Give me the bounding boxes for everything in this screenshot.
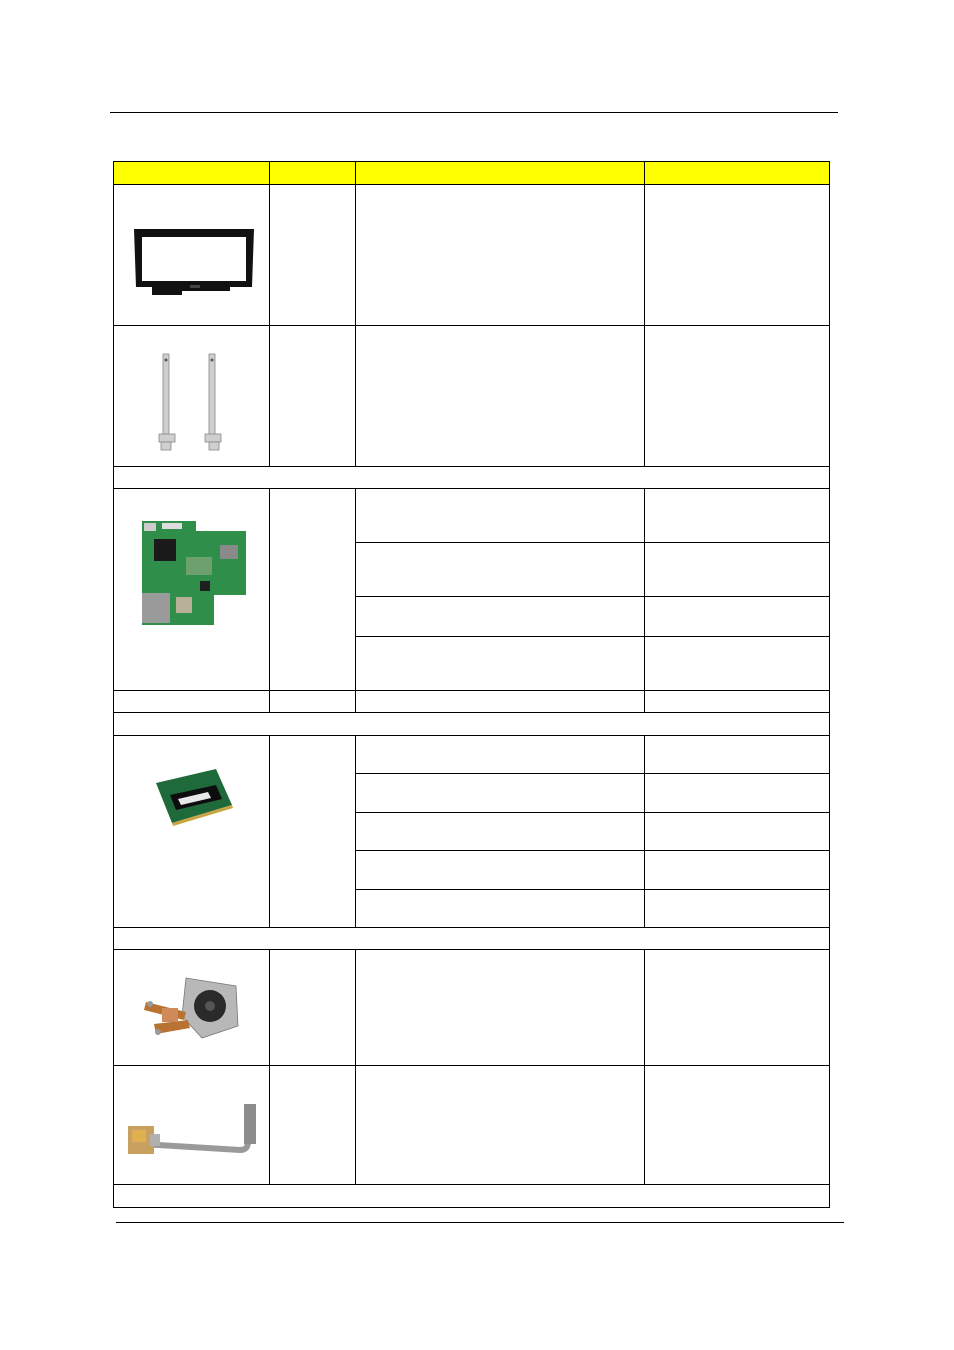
col-line: [269, 949, 270, 1184]
row-line: [113, 1065, 830, 1066]
row-line: [113, 325, 830, 326]
row-line: [113, 161, 830, 162]
sub-row-line: [355, 636, 830, 637]
sub-row-line: [355, 596, 830, 597]
col-line: [644, 949, 645, 1184]
col-line: [355, 488, 356, 712]
col-line: [269, 488, 270, 712]
table-border-right: [829, 161, 830, 1208]
row-line: [113, 488, 830, 489]
col-line: [355, 949, 356, 1184]
row-line: [113, 1207, 830, 1208]
header-rule: [110, 112, 838, 113]
sub-row-line: [355, 773, 830, 774]
row-line: [113, 466, 830, 467]
heat-pipe-image: [122, 1100, 262, 1164]
row-line: [113, 184, 830, 185]
mainboard-image: [134, 517, 252, 629]
row-line: [113, 1184, 830, 1185]
col-line: [355, 161, 356, 466]
header-cell-description: [356, 162, 644, 184]
cpu-fan-heatsink-image: [140, 972, 244, 1052]
row-line: [113, 735, 830, 736]
col-line: [269, 735, 270, 927]
row-line: [113, 690, 830, 691]
col-line: [355, 735, 356, 927]
col-line: [269, 161, 270, 466]
header-cell-picture: [114, 162, 269, 184]
memory-module-image: [142, 765, 240, 831]
table-border-left: [113, 161, 114, 1208]
header-cell-part-number: [645, 162, 829, 184]
sub-row-line: [355, 850, 830, 851]
sub-row-line: [355, 812, 830, 813]
sub-row-line: [355, 542, 830, 543]
col-line: [644, 161, 645, 466]
lcd-hinges-image: [155, 350, 225, 454]
sub-row-line: [355, 889, 830, 890]
lcd-bezel-image: [130, 225, 258, 305]
col-line: [644, 488, 645, 712]
col-line: [644, 735, 645, 927]
row-line: [113, 949, 830, 950]
row-line: [113, 712, 830, 713]
footer-rule: [116, 1222, 844, 1223]
row-line: [113, 927, 830, 928]
header-cell-no: [270, 162, 355, 184]
